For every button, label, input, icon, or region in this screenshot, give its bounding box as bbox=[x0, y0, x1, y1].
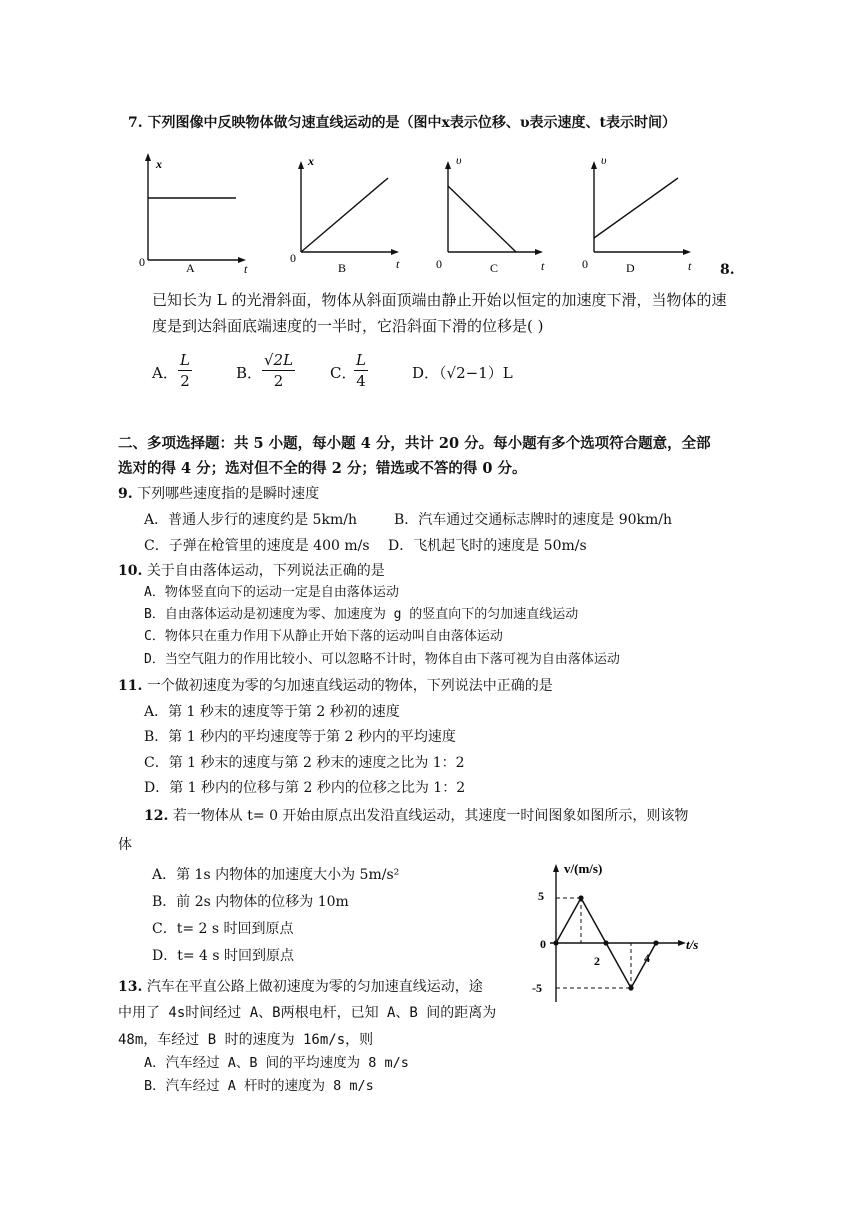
q7-question bbox=[128, 113, 676, 133]
vt-tick-5: 5 bbox=[538, 889, 544, 903]
q12-option-b: B．前 2s 内物体的位移为 10m bbox=[152, 894, 349, 910]
q13-option-a: A．汽车经过 A、B 间的平均速度为 8 m/s bbox=[144, 1055, 409, 1071]
q9-text: 下列哪些速度指的是瞬时速度 bbox=[137, 486, 320, 502]
q12-vt-graph bbox=[520, 852, 720, 1012]
graph-c-origin: 0 bbox=[436, 257, 442, 271]
q12-text-line2: 体 bbox=[118, 837, 132, 853]
q8-option-b-fraction bbox=[262, 350, 295, 391]
q11-option-c: C．第 1 秒末的速度与第 2 秒末的速度之比为 1：2 bbox=[144, 755, 465, 771]
vt-y-axis-label: v/(m/s) bbox=[564, 861, 603, 876]
vt-tick-4: 4 bbox=[644, 951, 650, 965]
q8-option-d-label: D． bbox=[412, 364, 440, 382]
q8-option-c-denominator: 4 bbox=[356, 372, 366, 390]
section2-header-line1: 二、多项选择题：共 5 小题，每小题 4 分，共计 20 分。每小题有多个选项符合题意，全部 bbox=[118, 435, 711, 452]
graph-a-x-axis-label: t bbox=[244, 262, 248, 276]
q9-question bbox=[118, 484, 319, 504]
q10-option-c: C．物体只在重力作用下从静止开始下落的运动叫自由落体运动 bbox=[144, 629, 503, 644]
q7-graph-b bbox=[290, 154, 400, 275]
q7-number: 7. bbox=[128, 115, 143, 131]
q10-option-b: B．自由落体运动是初速度为零、加速度为 g 的竖直向下的匀加速直线运动 bbox=[144, 607, 579, 622]
q8-option-d bbox=[412, 363, 513, 383]
q8-number: 8. bbox=[720, 262, 735, 278]
q7-graph-d bbox=[582, 153, 692, 275]
q8-option-c-numerator: L bbox=[356, 351, 366, 369]
graph-d-x-axis-label: t bbox=[688, 259, 692, 273]
vt-data-point bbox=[578, 895, 583, 900]
q12-option-d: D．t= 4 s 时回到原点 bbox=[152, 948, 295, 964]
graph-a-letter: A bbox=[186, 261, 195, 275]
q11-text: 一个做初速度为零的匀加速直线运动的物体，下列说法中正确的是 bbox=[146, 678, 553, 694]
q10-option-d: D．当空气阻力的作用比较小、可以忽略不计时，物体自由下落可视为自由落体运动 bbox=[144, 652, 620, 667]
q13-number: 13. bbox=[118, 979, 143, 995]
q11-question bbox=[118, 676, 553, 696]
q13-option-b: B．汽车经过 A 杆时的速度为 8 m/s bbox=[144, 1078, 374, 1094]
q13-text-line2: 中用了 4s时间经过 A、B两根电杆，已知 A、B 间的距离为 bbox=[118, 1005, 497, 1021]
vt-x-axis-arrow bbox=[678, 940, 686, 946]
q7-graphs bbox=[136, 148, 736, 278]
q10-option-a: A．物体竖直向下的运动一定是自由落体运动 bbox=[144, 585, 399, 600]
q12-option-a: A．第 1s 内物体的加速度大小为 5m/s² bbox=[152, 867, 400, 883]
q11-option-b: B．第 1 秒内的平均速度等于第 2 秒内的平均速度 bbox=[144, 729, 456, 745]
q11-option-a: A．第 1 秒末的速度等于第 2 秒初的速度 bbox=[144, 704, 400, 720]
graph-b-x-axis-label: t bbox=[396, 257, 400, 271]
q8-text-line2: 度是到达斜面底端速度的一半时，它沿斜面下滑的位移是( ) bbox=[152, 317, 544, 335]
q8-option-a-numerator: L bbox=[180, 351, 190, 369]
q12-option-c: C．t= 2 s 时回到原点 bbox=[152, 921, 294, 937]
q8-option-b-numerator: √2L bbox=[264, 351, 294, 369]
q11-number: 11. bbox=[118, 678, 143, 694]
graph-a-y-axis-label: x bbox=[156, 157, 162, 171]
q8-option-c-fraction bbox=[354, 350, 368, 391]
q8-option-d-text: （√2−1）L bbox=[439, 364, 513, 382]
q8-option-b-denominator: 2 bbox=[273, 372, 284, 390]
q12-question-line1 bbox=[144, 806, 688, 826]
graph-c-y-axis-label: υ bbox=[456, 153, 462, 167]
q7-graph-c bbox=[436, 153, 545, 275]
graph-d-y-axis-label: υ bbox=[601, 153, 607, 167]
vt-data-point bbox=[653, 940, 658, 945]
q9-number: 9. bbox=[118, 486, 133, 502]
graph-a-origin: 0 bbox=[139, 255, 145, 269]
q12-number: 12. bbox=[144, 808, 169, 824]
vt-data-point bbox=[628, 985, 633, 990]
q9-option-b: B．汽车通过交通标志牌时的速度是 90km/h bbox=[394, 512, 673, 528]
graph-d-origin: 0 bbox=[582, 257, 588, 271]
q13-text-line3: 48m，车经过 B 时的速度为 16m/s，则 bbox=[118, 1032, 374, 1048]
vt-x-axis-label: t/s bbox=[686, 937, 699, 952]
vt-tick-2: 2 bbox=[594, 954, 600, 968]
q8-option-a-denominator: 2 bbox=[180, 372, 190, 390]
graph-b-origin: 0 bbox=[290, 251, 296, 265]
vt-data-point bbox=[553, 940, 558, 945]
vt-y-axis-arrow bbox=[553, 864, 559, 872]
graph-c-x-axis-label: t bbox=[541, 259, 545, 273]
vt-tick-neg5: -5 bbox=[532, 981, 542, 995]
graph-b-letter: B bbox=[338, 261, 347, 275]
graph-c-letter: C bbox=[490, 261, 499, 275]
q10-text: 关于自由落体运动，下列说法正确的是 bbox=[146, 563, 385, 579]
q9-option-c: C．子弹在枪管里的速度是 400 m/s bbox=[144, 538, 370, 554]
q9-option-d: D．飞机起飞时的速度是 50m/s bbox=[388, 538, 587, 554]
q9-option-a: A．普通人步行的速度约是 5km/h bbox=[144, 512, 357, 528]
q7-text: 下列图像中反映物体做匀速直线运动的是（图中x表示位移、υ表示速度、t表示时间） bbox=[147, 115, 677, 131]
q7-graph-a bbox=[139, 153, 248, 276]
q13-question-line1 bbox=[118, 977, 483, 997]
graph-d-letter: D bbox=[626, 261, 635, 275]
q8-option-b-label: B． bbox=[236, 364, 263, 382]
q8-option-a-label: A． bbox=[152, 364, 178, 382]
q8-text-line1: 已知长为 L 的光滑斜面，物体从斜面顶端由静止开始以恒定的加速度下滑，当物体的速 bbox=[152, 291, 727, 309]
q11-option-d: D．第 1 秒内的位移与第 2 秒内的位移之比为 1：2 bbox=[144, 780, 466, 796]
section2-header-line2: 选对的得 4 分；选对但不全的得 2 分；错选或不答的得 0 分。 bbox=[118, 460, 527, 477]
q8-option-c-label: C． bbox=[330, 364, 357, 382]
graph-b-y-axis-label: x bbox=[308, 154, 314, 168]
vt-data-point bbox=[603, 940, 608, 945]
q10-question bbox=[118, 561, 385, 581]
q12-text-line1: 若一物体从 t= 0 开始由原点出发沿直线运动，其速度一时间图象如图所示，则该物 bbox=[172, 808, 689, 824]
vt-tick-0: 0 bbox=[540, 937, 546, 951]
q13-text-line1: 汽车在平直公路上做初速度为零的匀加速直线运动，途 bbox=[146, 979, 483, 995]
q10-number: 10. bbox=[118, 563, 143, 579]
q8-option-a-fraction bbox=[178, 350, 192, 391]
